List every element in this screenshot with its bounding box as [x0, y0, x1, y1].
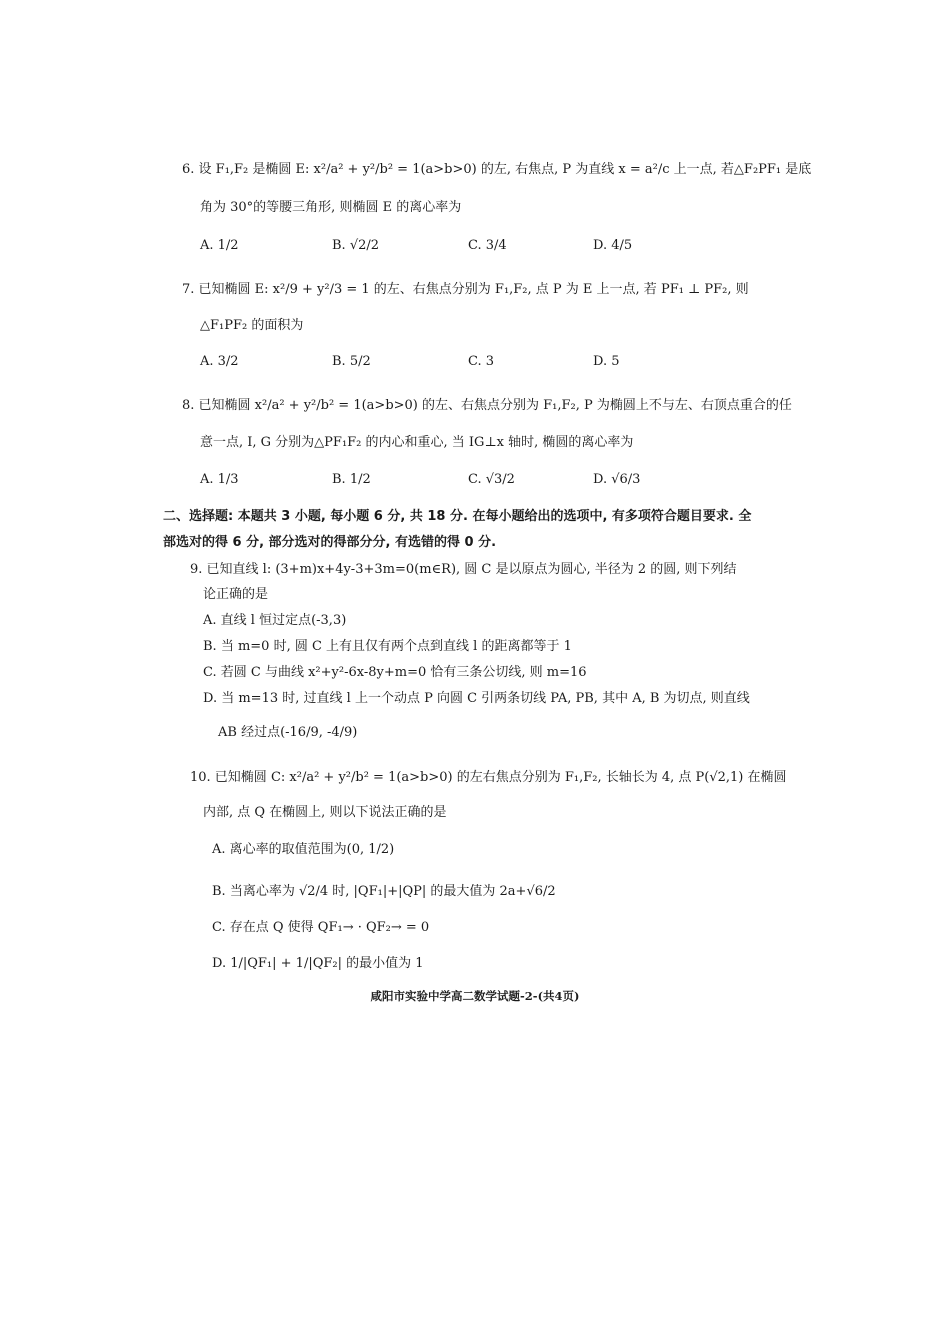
q9-stem-line1: 9. 已知直线 l: (3+m)x+4y-3+3m=0(m∈R), 圆 C 是以原点为圆心, 半径为 2 的圆, 则下列结 [190, 562, 737, 577]
q7-stem-line1: 7. 已知椭圆 E: x²/9 + y²/3 = 1 的左、右焦点分别为 F₁,F₂, 点 P 为 E 上一点, 若 PF₁ ⊥ PF₂, 则 [182, 282, 749, 297]
q7-option-c: C. 3 [468, 354, 495, 369]
q6-option-d: D. 4/5 [593, 238, 633, 253]
q8-option-d: D. √6/3 [593, 472, 641, 487]
q7-stem-line2: △F₁PF₂ 的面积为 [200, 318, 304, 333]
section2-heading-line2: 部选对的得 6 分, 部分选对的得部分分, 有选错的得 0 分. [163, 535, 497, 550]
q10-option-b: B. 当离心率为 √2/4 时, |QF₁|+|QP| 的最大值为 2a+√6/2 [212, 884, 556, 899]
page-footer: 咸阳市实验中学高二数学试题-2-(共4页) [370, 989, 580, 1003]
q8-stem-line2: 意一点, I, G 分别为△PF₁F₂ 的内心和重心, 当 IG⊥x 轴时, 椭圆的离心率为 [200, 435, 634, 450]
q7-option-b: B. 5/2 [332, 354, 371, 369]
q10-stem-line2: 内部, 点 Q 在椭圆上, 则以下说法正确的是 [203, 805, 447, 820]
q10-stem-line1: 10. 已知椭圆 C: x²/a² + y²/b² = 1(a>b>0) 的左右焦点分别为 F₁,F₂, 长轴长为 4, 点 P(√2,1) 在椭圆 [190, 770, 787, 785]
q6-stem-line1: 6. 设 F₁,F₂ 是椭圆 E: x²/a² + y²/b² = 1(a>b>0) 的左, 右焦点, P 为直线 x = a²/c 上一点, 若△F₂PF₁ 是底 [182, 162, 812, 177]
q9-stem-line2: 论正确的是 [203, 587, 269, 602]
q8-option-a: A. 1/3 [200, 472, 239, 487]
q10-option-d: D. 1/|QF₁| + 1/|QF₂| 的最小值为 1 [212, 956, 424, 971]
q9-option-d-line2: AB 经过点(-16/9, -4/9) [218, 725, 358, 740]
section2-heading-line1: 二、选择题: 本题共 3 小题, 每小题 6 分, 共 18 分. 在每小题给出的选项中, 有多项符合题目要求. 全 [163, 509, 752, 524]
q8-option-c: C. √3/2 [468, 472, 515, 487]
q7-option-d: D. 5 [593, 354, 620, 369]
q6-option-a: A. 1/2 [200, 238, 239, 253]
q8-option-b: B. 1/2 [332, 472, 371, 487]
q6-stem-line2: 角为 30°的等腰三角形, 则椭圆 E 的离心率为 [200, 200, 462, 215]
q7-option-a: A. 3/2 [200, 354, 239, 369]
q9-option-d-line1: D. 当 m=13 时, 过直线 l 上一个动点 P 向圆 C 引两条切线 PA, PB, 其中 A, B 为切点, 则直线 [203, 691, 750, 706]
q8-stem-line1: 8. 已知椭圆 x²/a² + y²/b² = 1(a>b>0) 的左、右焦点分别为 F₁,F₂, P 为椭圆上不与左、右顶点重合的任 [182, 398, 792, 413]
q10-option-a: A. 离心率的取值范围为(0, 1/2) [212, 842, 395, 857]
q6-option-c: C. 3/4 [468, 238, 507, 253]
q9-option-c: C. 若圆 C 与曲线 x²+y²-6x-8y+m=0 恰有三条公切线, 则 m=16 [203, 665, 587, 680]
q9-option-a: A. 直线 l 恒过定点(-3,3) [203, 613, 347, 628]
q6-option-b: B. √2/2 [332, 238, 380, 253]
q9-option-b: B. 当 m=0 时, 圆 C 上有且仅有两个点到直线 l 的距离都等于 1 [203, 639, 572, 654]
q10-option-c: C. 存在点 Q 使得 QF₁→ · QF₂→ = 0 [212, 920, 430, 935]
